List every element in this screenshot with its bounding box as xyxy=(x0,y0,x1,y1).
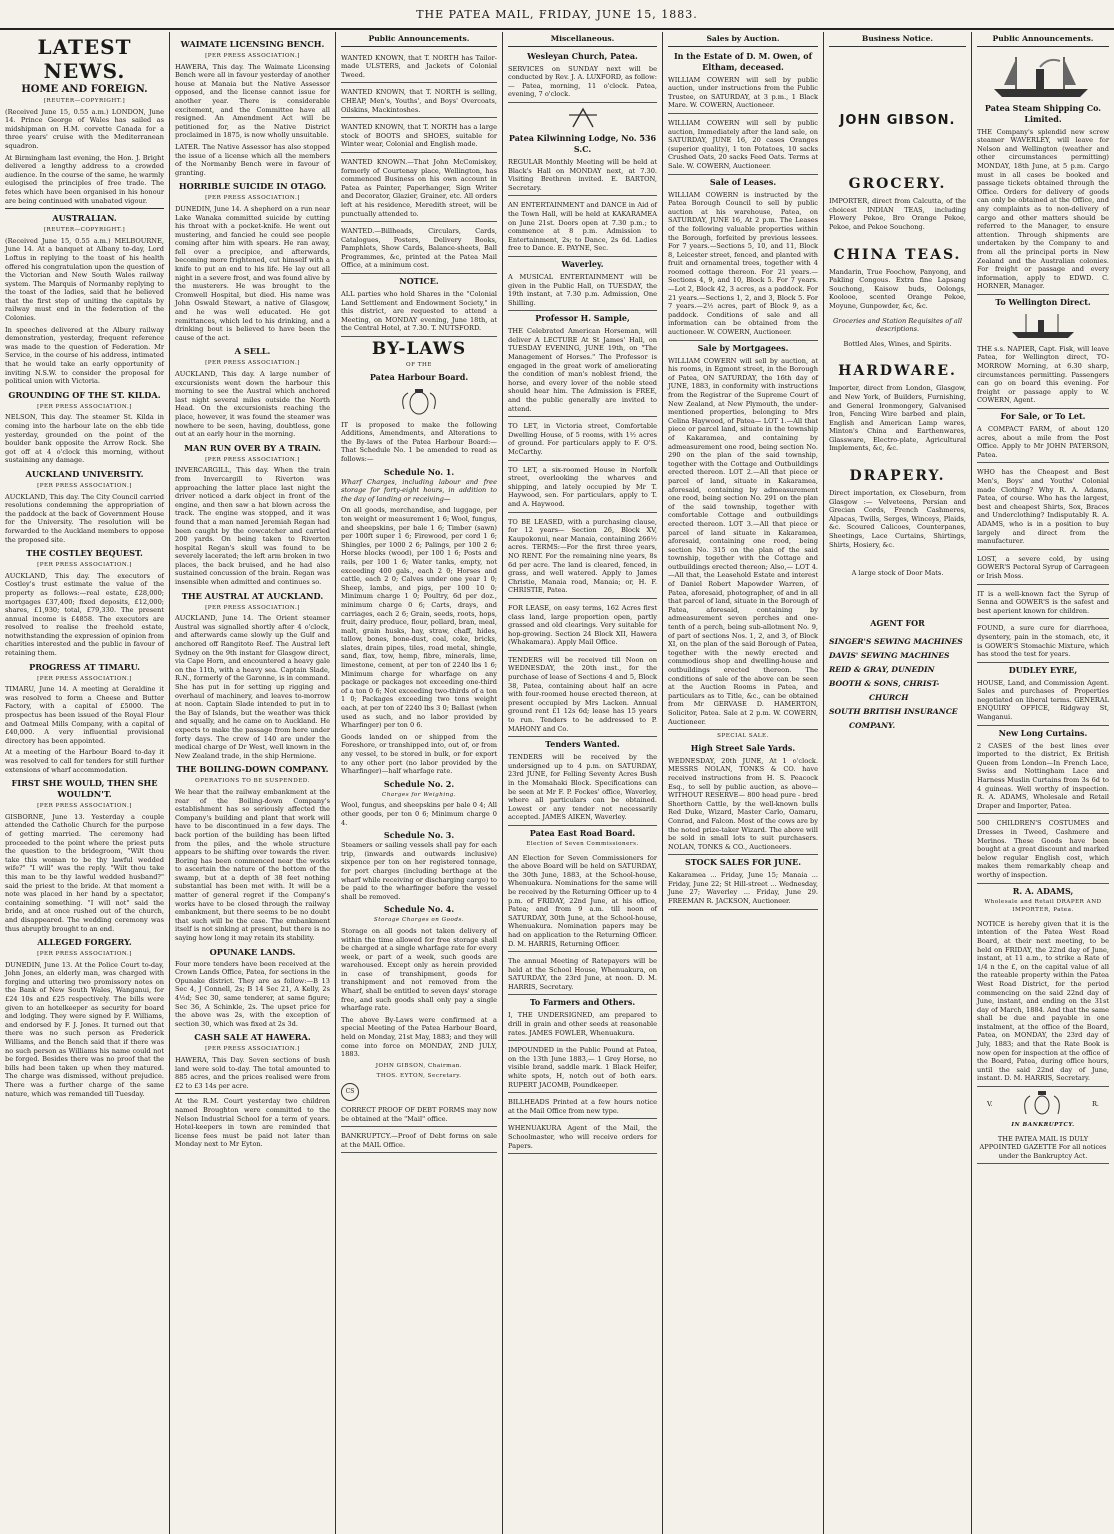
headline: FIRST SHE WOULD, THEN SHE WOULDN'T. xyxy=(11,778,158,800)
ad-heading: In the Estate of D. M. Owen, of Eltham, deceased. xyxy=(673,50,813,72)
column-heading: Business Notice. xyxy=(829,35,966,47)
schedule-rates: Wool, fungus, and sheepskins per bale 0 4; All other goods, per ton 0 6; Minimum charge 0 4. xyxy=(341,801,497,827)
signature: THOS. EYTON, Secretary. xyxy=(376,1073,462,1080)
advertisement: WANTED KNOWN.—That John McComiskey, formerly of Courtenay place, Wellington, has commenced Business on his own account in Patea as Painter, Paperhanger, Sign Writer and Decorator, Glazier, Grainer, etc. All orders left at his residence, Meredith street, will be punctually attended to. xyxy=(341,155,497,222)
advertisement: BANKRUPTCY.—Proof of Debt forms on sale at the MAIL Office. xyxy=(341,1129,497,1153)
agent-item: DAVIS' SEWING MACHINES xyxy=(829,650,950,660)
headline: THE BOILING-DOWN COMPANY. xyxy=(176,764,329,775)
agent-item: SINGER'S SEWING MACHINES xyxy=(829,636,963,646)
headline: AUSTRALIAN. xyxy=(52,213,117,224)
news-paragraph: HAWERA, This day. The Waimate Licensing Bench were all in favour yesterday of another house at Manaia but the Native Assessor opposed, and the license cannot issue for another year. There is considerable excitement, and the Committee have all resigned. An Amendment Act will be petitioned for, as the Native District proclaimed in 1875, is now wholly unsuitable. xyxy=(175,62,330,140)
department-heading: HARDWARE. xyxy=(838,363,957,380)
schedule-rates: On all goods, merchandise, and luggage, per ton weight or measurement 1 6; Wool, fungus, and sheepskins, per bale 1 6; Timber (sawn) per 100ft super 1 6; Firewood, per cord 1 6; Shingles, per 1000 2 6; Palings, per 100 2 6; Horse blocks (wood), per 100 1 6; Posts and rails, per 100 1 6; Water tanks, empty, not exceeding 400 gals., each 2 0; Horses and cattle, each 2 0; Calves under one year 1 0; Sheep, lambs, and pigs, per 100 10 0; Minimum charge 1 0; Poultry, 6d per doz., minimum charge 0 6; Carts, drays, and carriages, each 2 6; Grain, seeds, roots, hops, fruit, dairy produce, flour, pollard, bran, meal, malt, grain husks, hay, straw, chaff, hides, tallow, bones, bone-dust, coal, coke, bricks, slates, drain pipes, tiles, road metal, shingle, sand, flax, tow, hemp, fibre, minerals, lime, limestone, cement, at per ton of 2240 lbs 1 6; Minimum charge for wharfage on any package or packages not exceeding one-third of a ton 0 6; Not exceeding two-thirds of a ton 1 0; Packages exceeding two tons weight each, at per ton of 2240 lbs 3 0; Ballast (when used as such, and no labor provided by Wharfinger) per ton 0 6. xyxy=(341,506,497,730)
news-paragraph: HAWERA, This Day. Seven sections of bush land were sold to-day. The total amounted to 885 acres, and the prices realised were from £2 to £3 14s per acre. xyxy=(175,1055,330,1090)
schedule-heading: Schedule No. 2. xyxy=(383,778,455,789)
headline: AUCKLAND UNIVERSITY. xyxy=(25,468,144,479)
schedule-text: Steamers or sailing vessels shall pay for each trip, (inwards and outwards inclusive) sixpence per ton on her registered tonnage, for port charges (including berthage at the wharf while receiving or discharging cargo) to be paid to the wharfinger before the vessel shall be removed. xyxy=(341,841,497,901)
advertisement: AN ENTERTAINMENT and DANCE in Aid of the Town Hall, will be held at KAKARAMEA on June 21st. Doors open at 7.30 p.m.; to commence at 8 p.m. Admission to Entertainment, 2s; to Dance, 2s 6d. Ladies free to Dance. E. PAYNE, Sec. xyxy=(508,198,657,257)
column-business-notice xyxy=(824,32,972,1534)
notice-text: ALL parties who hold Shares in the "Colonial Land Settlement and Endowment Society," in this district, are requested to attend a Meeting, on MONDAY evening, June 18th, at the Central Hotel, at 7.30. T. NUTSFORD. xyxy=(341,287,497,337)
ad-heading: High Street Sale Yards. xyxy=(690,742,796,753)
advertisement: REGULAR Monthly Meeting will be held at Black's Hall on MONDAY next, at 7.30. Visiting Brethren invited. E. BARTON, Secretary. xyxy=(508,155,657,196)
ad-heading: Sale of Leases. xyxy=(709,176,777,187)
advertisement: WILLIAM COWERN will sell by public auction, Immediately after the land sale, on SATURDAY, JUNE 16, 20 cases Oranges (superior quality), 1 ton Potatoes, 10 sacks Crushed Oats, 20 sacks Feed Oats. Terms at Sale. W. COWERN, Auctioneer. xyxy=(668,116,818,175)
bylaws-intro: IT is proposed to make the following Additions, Amendments, and Alterations to the By-laws of the Patea Harbour Board:— That Schedule No. 1 be amended to read as follows:— xyxy=(341,420,497,463)
headline: HORRIBLE SUICIDE IN OTAGO. xyxy=(178,181,327,192)
press-credit: [PER PRESS ASSOCIATION.] xyxy=(37,562,132,569)
ad-heading: Tenders Wanted. xyxy=(545,739,620,750)
seal-icon: CS xyxy=(341,1083,359,1101)
advertisement: SERVICES on SUNDAY next will be conducted by Rev. J. A. LUXFORD, as follow:— Patea, morning, 11 o'clock. Patea, evening, 7 o'clock. xyxy=(508,62,657,103)
department-text: IMPORTER, direct from Calcutta, of the choicest INDIAN TEAS, including Flowery Pekoe, Bro Orange Pekoe, Pekoe, and Pekoe Souchong. xyxy=(829,197,966,231)
headline: OPUNAKE LANDS. xyxy=(209,946,296,957)
ad-heading: Patea Steam Shipping Co. Limited. xyxy=(984,102,1102,124)
press-credit: [PER PRESS ASSOCIATION.] xyxy=(37,403,132,410)
coat-of-arms-icon xyxy=(396,387,442,417)
bylaws-title: BY-LAWS xyxy=(371,339,467,360)
headline: PROGRESS AT TIMARU. xyxy=(29,661,140,672)
advertisement: WANTED KNOWN, that T. NORTH has Tailor-made ULSTERS, and Jackets of Colonial Tweed. xyxy=(341,51,497,84)
section-subtitle: HOME AND FOREIGN. xyxy=(21,84,148,95)
department-text: Importer, direct from London, Glasgow, and New York, of Builders, Furnishing, and General Ironmongery, Galvanised Iron, Fencing Wire barbed and plain, English and American Lamp wares, Minton's China and Earthenwares, Glassware, Electro-plate, Agricultural Implements, &c, &c. xyxy=(829,384,966,453)
reuter-credit: [REUTER—COPYRIGHT.] xyxy=(43,227,126,234)
column-public-announcements xyxy=(336,32,503,1534)
advertisement: Kakaramea ... Friday, June 15; Manaia ... Friday, June 22; St Hill-street ... Wednesday, June 27; Waverley ... Friday, June 29. FREEMAN R. JACKSON, Auctioneer. xyxy=(668,868,818,909)
advertisement: WILLIAM COWERN is instructed by the Patea Borough Council to sell by public auction at his warehouse, Patea, on SATURDAY, JUNE 16, At 2 p.m. The Leases of the following valuable properties within the Borough, forfeited by previous lessees. For 7 years.—Sections 5, 10, and 11, Block 8, Leicester street, fenced, and planted with fruit and ornamental trees, together with 4 roomed cottage thereon. For 21 years.—Sections 4, 9, and 10, Block 5. For 7 years.—Lot 2, Block 42, 3 acres, as a paddock. For 21 years.—Sections 1, 2, and 3, Block 5. For 7 years.—2½ acres, part of Block 9, as a paddock. Conditions of sale and all information can be obtained from the auctioneer. W. COWERN, Auctioneer. xyxy=(668,188,818,341)
newspaper-columns xyxy=(0,32,1114,1534)
column-heading: Public Announcements. xyxy=(977,35,1109,47)
ad-subheading: Wholesale and Retail DRAPER AND IMPORTER, Patea. xyxy=(984,898,1102,914)
press-credit: [PER PRESS ASSOCIATION.] xyxy=(205,53,300,59)
advertisement: BILLHEADS Printed at a few hours notice at the Mail Office from new type. xyxy=(508,1095,657,1119)
headline: THE COSTLEY BEQUEST. xyxy=(26,548,143,559)
schedule-text: Storage on all goods not taken delivery of within the time allowed for free storage shall be charged at a single wharfage rate for every week, or part of a week, such goods are warehoused. Except only as herein provided in case of transhipment, goods for transhipment and not removed from the Wharf, shall be entitled to seven days' storage free, and such goods shall only pay a single wharfage rate. xyxy=(341,926,497,1013)
advertisement: TO BE LEASED, with a purchasing clause, for 12 years— Section 26, Block XV, Kaupokonui, near Manaia, containing 266½ acres. TERMS:—For the first three years, NO RENT. For the remaining nine years, 8s 6d per acre. The land is cleared, fenced, in grass, and well watered. Apply to James Christie, Manaia road, Manaia; or, H. F. CHRISTIE, Patea. xyxy=(508,515,657,599)
advertisement: NOTICE is hereby given that it is the intention of the Patea West Road Board, at their next meeting, to be held on FRIDAY, the 22nd day of June, instant, at 11 a.m., to strike a Rate of 1/4 n the £, on the capital value of all the rateable property within the Patea West Road District, for the period commencing on the said 22nd day of June, instant, and ending on the 31st day of March, 1884. And that the same shall be due and payable in one instalment, at the office of the Board, Patea, on MONDAY, the 23rd day of July, 1883; and that the Rate Book is now open for inspection at the office of the Board, Patea, during office hours, until the said 22nd day of June, instant. D. M. HARRIS, Secretary. xyxy=(977,917,1109,1087)
advertisement: IMPOUNDED in the Public Pound at Patea, on the 13th June 1883,— 1 Grey Horse, no visible brand, saddle mark. 1 Black Heifer, white spots, H, notch out of both ears. RUPERT JACOMB, Poundkeeper. xyxy=(508,1043,657,1093)
department-heading: GROCERY. xyxy=(848,176,947,193)
news-paragraph: At Birmingham last evening, the Hon. J. Bright delivered a lengthy address to a crowded audience. In the course of the same, he warmly eulogised the principles of free trade. The fetes which have been organised in his honour are being continued with unabated vigour. xyxy=(5,153,164,205)
news-paragraph: AUCKLAND, This day. A large number of excursionists went down the harbour this morning to see the Austral which anchored last night several miles outside the North Head. On the excursionists reaching the place, however, it was found the steamer was nowhere to be seen, having, doubtless, gone out at an early hour in the morning. xyxy=(175,370,330,439)
advertisement: WANTED KNOWN, that T. NORTH has a large stock of BOOTS and SHOES, suitable for Winter wear, Colonial and English made. xyxy=(341,120,497,153)
headline: CASH SALE AT HAWERA. xyxy=(194,1032,311,1043)
schedule-subtitle: Wharf Charges, including labour and free storage for forty-eight hours, in addition to the day of landing or receiving— xyxy=(341,477,497,503)
subheadline: OPERATIONS TO BE SUSPENDED. xyxy=(195,778,310,785)
masonic-emblem-icon xyxy=(563,107,603,129)
schedule-subtitle: Storage Charges on Goods. xyxy=(373,917,465,924)
agent-heading: AGENT FOR xyxy=(870,617,925,628)
advertisement: THE s.s. NAPIER, Capt. Fisk, will leave Patea, for Wellington direct, TO-MORROW Morning, at 6.30 sharp, circumstances permitting. Passengers can go on board this evening. For freight or passage apply to W. COWERN, Agent. xyxy=(977,342,1109,409)
advertisement: HOUSE, Land, and Commission Agent. Sales and purchases of Properties negotiated on liberal terms. GENERAL ENQUIRY OFFICE, Ridgway St, Wanganui. xyxy=(977,676,1109,726)
ad-heading: New Long Curtains. xyxy=(998,727,1088,738)
press-credit: [PER PRESS ASSOCIATION.] xyxy=(205,456,300,463)
ad-heading: Wesleyan Church, Patea. xyxy=(527,50,638,61)
ad-subheading: IN BANKRUPTCY. xyxy=(1011,1122,1075,1129)
ad-heading: DUDLEY EYRE, xyxy=(1008,664,1078,675)
schedule-heading: Schedule No. 3. xyxy=(383,830,455,841)
news-paragraph: (Received June 15, 0.55 a.m.) MELBOURNE, June 14. At a banquet at Albany to-day, Lord Loftus in replying to the toast of his health offered his congratulation upon the question of the Victorian and New South Wales railway system. The Marquis of Normanby replying to the toast of the ladies, said that he believed that the first step of uniting the capitals by railway must end in the federation of the Colonies. xyxy=(5,236,164,323)
news-paragraph: TIMARU, June 14. A meeting at Geraldine it was resolved to form a Cheese and Butter Factory, with a capital of £5000. The prospectus has been issued of the Royal Flour and Oatmeal Mills Company, with a capital of £40,000. A very influential provisional directory has been appointed. xyxy=(5,685,164,745)
column-latest-news xyxy=(0,32,170,1534)
advertisement: I, THE UNDERSIGNED, am prepared to drill in grain and other seeds at reasonable rates. JAMES FOWLER, Whenuakura. xyxy=(508,1008,657,1041)
advertisement: 2 CASES of the best lines ever imported to the district, Ex British Queen from London—In French Lace, Swiss and Nottingham Lace and Harness Muslin Curtains from 3s 6d to 4 guineas. Well worthy of inspection. R. A. ADAMS, Wholesale and Retail Draper and Importer, Patea. xyxy=(977,739,1109,815)
steamer-icon xyxy=(1008,310,1078,340)
department-text: Direct importation, ex Closeburn, from Glasgow :— Velveteens, Persian and Grecian Cords, French Cashmeres, Alpacas, Twills, Serges, Winceys, Plaids, &c. Scoured Calicoes, Counterpanes, Sheetings, Lace Curtains, Shirtings, Shirts, Hosiery, &c. xyxy=(829,489,966,549)
press-credit: [PER PRESS ASSOCIATION.] xyxy=(205,195,300,202)
divider xyxy=(5,208,164,209)
advertisement: WANTED.—Billheads, Circulars, Cards, Catalogues, Posters, Delivery Books, Pamphlets, Show Cards, Balance-sheets, Ball Programmes, &c, printed at the Patea Mail Office, at a minimum cost. xyxy=(341,224,497,274)
news-paragraph: INVERCARGILL, This day. When the train from Invercargill to Riverton was approaching the latter place last night the driver noticed a dark object in front of the engine, and then saw a hat blown across the track. The engine was stopped, and it was found that a man named Jeremiah Regan had been caught by the cowcatcher and carried 200 yards. On being taken to Riverton hospital Regan's skull was found to be severely lacerated; the left arm broken in two places, the back bruised, and he had also sustained concussion of the brain. Regan was insensible when admitted and continues so. xyxy=(175,466,330,587)
advertisement: A COMPACT FARM, of about 120 acres, about a mile from the Post Office. Apply to Mr JOHN PATERSON, Patea. xyxy=(977,422,1109,463)
news-paragraph: DUNEDIN, June 14. A shepherd on a run near Lake Wanaka committed suicide by cutting his throat with a pocket-knife. He went out mustering, and fancied he could see people coming after him with spears. He ran away, fell over a precipice, and afterwards, becoming more frightened, cut himself with a knife to put an end to his life. He lay out all night in a severe frost, and was found alive by the musterers. He was brought to the Cromwell Hospital, but died. His name was John Oswald Stewart, a native of Glasgow, and he was well educated. He got remittances, which led to his drinking, and a drinking bout is believed to have been the cause of the act. xyxy=(175,204,330,342)
news-paragraph: AUCKLAND, June 14. The Orient steamer Austral was signalled shortly after 4 o'clock, and afterwards came slowly up the Gulf and anchored off Rangitoto Reef. The Austral left Sydney on the 9th instant for Glasgow direct, via Cape Horn, and encountered a heavy gale on the 11th, with a heavy sea. Captain Slade, R.N., formerly of the Garonne, is in command. She has put in for setting up rigging and overhaul of machinery, and leaves to-morrow at noon. Captain Slade intended to put in to the Bay of Islands, but the weather was thick and squally, and he came on to Auckland. He expects to make the passage from here under forty days. The crew of 140 are under the medical charge of Dr West, well known in the New Zealand trade, in the ship Hermione. xyxy=(175,614,330,760)
agent-item: COMPANY. xyxy=(849,720,896,730)
ad-heading: Professor H. Sample, xyxy=(535,313,630,324)
press-credit: [PER PRESS ASSOCIATION.] xyxy=(37,675,132,682)
advertisement: 500 CHILDREN'S COSTUMES and Dresses in Tweed, Cashmere and Merinos. These Goods have been bought at a great discount and marked below regular English cost, which makes them remarkably cheap and worthy of inspection. xyxy=(977,816,1109,883)
merchant-name: JOHN GIBSON. xyxy=(839,112,956,128)
royal-arms-icon xyxy=(1020,1090,1064,1118)
advertisement: THE PATEA MAIL IS DULY APPOINTED GAZETTE For all notices under the Bankruptcy Act. xyxy=(977,1132,1109,1165)
ad-heading: Waverley. xyxy=(561,258,604,269)
advertisement: FOUND, a sure cure for diarrhoea, dysentery, pain in the stomach, etc, it is GOWER'S Stomachic Mixture, which has stood the test for years. xyxy=(977,621,1109,662)
press-credit: [PER PRESS ASSOCIATION.] xyxy=(205,360,300,367)
ad-heading: For Sale, or To Let. xyxy=(1000,411,1086,422)
department-note: Bottled Ales, Wines, and Spirits. xyxy=(843,339,952,348)
press-credit: [PER PRESS ASSOCIATION.] xyxy=(205,1046,300,1053)
news-paragraph: AUCKLAND, This day. The City Council carried resolutions condemning the appropriation of the paddock at the back of Government House for the University. The resolution will be forwarded to the Auckland members to oppose the proposed site. xyxy=(5,492,164,544)
signature: JOHN GIBSON, Chairman. xyxy=(375,1062,463,1069)
bylaws-of: OF THE xyxy=(406,362,432,369)
news-paragraph: In speeches delivered at the Albury railway demonstration, yesterday, frequent reference was made to the question of Federation. Mr Service, in the course of his address, intimated that he would take an early opportunity of inviting N.S.W. to consider the proposal for political union with Victoria. xyxy=(5,325,164,386)
ad-heading: R. A. ADAMS, xyxy=(1012,885,1074,896)
advertisement: WANTED KNOWN, that T. NORTH is selling, CHEAP, Men's, Youths', and Boys' Overcoats, Oilskins, Mackintoshes. xyxy=(341,85,497,118)
column-heading: Miscellaneous. xyxy=(508,35,657,47)
news-paragraph: LATER. The Native Assessor has also stopped the issue of a license which all the members of the Normanby Bench were in favour of granting. xyxy=(175,142,330,177)
advertisement: THE Company's splendid new screw steamer WAVERLEY, will leave for Nelson and Wellington (weather and other circumstances permitting) MONDAY, 18th June, at 5 p.m. Cargo must in all cases be booked and passage tickets obtained through the Office. Orders for delivery of goods can only be obtained at the Office, and any complaints as to non-delivery of cargo and other matters should be referred to the Manager, to ensure attention. Through shipments are undertaken by the Company to and from all the principal ports in New Zealand and the Australian colonies. For freight or passage and every information, apply to EDWD. C. HORNER, Manager. xyxy=(977,125,1109,295)
advertisement: TO LET, a six-roomed House in Norfolk street, overlooking the wharves and shipping, and lately occupied by Mr T. Haywood, sen. For particulars, apply to T. and A. Haywood. xyxy=(508,463,657,513)
department-heading: CHINA TEAS. xyxy=(833,246,962,263)
department-text: Mandarin, True Foochow, Panyong, and Pakling Congous. Extra fine Lapsang Souchong, Kaisow buds, Oolongs, Koolooe, scented Orange Pekoe, Moyune, Gunpowder, &c, &c. xyxy=(829,267,966,310)
agent-item: SOUTH BRITISH INSURANCE xyxy=(829,706,958,716)
advertisement: WHENUAKURA Agent of the Mail, the Schoolmaster, who will receive orders for Papers. xyxy=(508,1121,657,1154)
schedule-subtitle: Charges for Weighing. xyxy=(381,791,457,798)
column-public-announcements-2 xyxy=(972,32,1114,1534)
news-paragraph: At a meeting of the Harbour Board to-day it was resolved to call for tenders for still further extensions of wharf accommodation. xyxy=(5,748,164,774)
schedule-heading: Schedule No. 1. xyxy=(383,466,455,477)
news-paragraph: GISBORNE, June 13. Yesterday a couple attended the Catholic Church for the purpose of getting married. The ceremony had proceeded to the point where the priest puts the question to the bridegroom, "Wilt thou take this woman to be thy lawful wedded wife?" "I will" was the reply. "Wilt thou take this man to be thy lawful wedded husband?" said the priest to the bride. At that moment a note was placed in her hand by a spectator, containing something. "I will not" said the bride, and at once rushed out of the church, and disappeared. The wedding ceremony was thus abruptly brought to an end. xyxy=(5,812,164,933)
ad-heading: Patea Kilwinning Lodge, No. 536 S.C. xyxy=(508,132,657,154)
advertisement: TENDERS will be received till Noon on WEDNESDAY, the 20th inst., for the purchase of lease of Sections 4 and 5, Block 38, Patea, containing about half an acre with four-roomed house erected thereon, at present occupied by Mrs Lacken. Annual ground rent £1 12s 6d; lease has 15 years to run. Tenders to be addressed to P. MAHONY and Co. xyxy=(508,653,657,737)
headline: ALLEGED FORGERY. xyxy=(37,937,132,948)
crest-letter-v: V. xyxy=(987,1099,993,1108)
column-heading: Public Announcements. xyxy=(341,35,497,47)
advertisement: LOST, a severe cold, by using GOWER'S Pectoral Syrup of Carrageen or Irish Moss. xyxy=(977,552,1109,585)
steamship-icon xyxy=(988,51,1098,101)
royal-crest xyxy=(987,1090,1099,1118)
advertisement: TO LET, in Victoria street, Comfortable Dwelling House, of 5 rooms, with 1½ acres of ground. For particulars apply to F. O'S. McCarthy. xyxy=(508,419,657,460)
headline: A SELL. xyxy=(234,346,271,357)
ad-heading: STOCK SALES FOR JUNE. xyxy=(684,857,802,868)
masthead: THE PATEA MAIL, FRIDAY, JUNE 15, 1883. xyxy=(0,0,1114,30)
press-credit: [PER PRESS ASSOCIATION.] xyxy=(37,803,132,810)
agent-item: CHURCH xyxy=(869,692,909,702)
advertisement: AN Election for Seven Commissioners for the above Board will be held on SATURDAY, the 30th June, 1883, at the School-house, Whenuakura. Nominations for the same will be received by the Returning Officer up to 4 p.m. of FRIDAY, 22nd June, at his office, Patea; and from 9 a.m. till noon of SATURDAY, 30th June, at the School-house, Whenuakura. Nomination papers may be had on application to the Returning Officer. D. M. HARRIS, Returning Officer. xyxy=(508,851,657,953)
ad-subheading: SPECIAL SALE. xyxy=(717,733,769,740)
department-note: A large stock of Door Mats. xyxy=(851,569,944,578)
news-paragraph: (Received June 15, 0.55 a.m.) LONDON, June 14. Prince George of Wales has sailed as midshipman on H.M. corvette Canada for a three years' cruise with the Mediterranean squadron. xyxy=(5,107,164,150)
advertisement: TENDERS will be received by the undersigned up to 4 p.m. on SATURDAY, 23rd JUNE, for Felling Seventy Acres Bush in the Momahaki Block. Specifications can be seen at Mr F. P. Fockes' office, Waverley, where all particulars can be obtained. Lowest or any tender not necessarily accepted. JAMES AIKEN, Waverley. xyxy=(508,750,657,826)
news-paragraph: At the R.M. Court yesterday two children named Broughton were committed to the Nelson Industrial School for a term of years. Hotel-keepers in town are reminded that license fees must be paid not later than Monday next to Mr Eyton. xyxy=(175,1097,330,1149)
agent-item: REID & GRAY, DUNEDIN xyxy=(829,664,935,674)
news-paragraph: AUCKLAND, This day. The executors of Costley's trust estimate the value of the property as follows:—real estate, £28,000; mortgages £37,400; fixed deposits, £12,000; shares, £1,930; total, £79,330. The present annual income is £4858. The executors are resolved to realise the freehold estate, notwithstanding the expression of opinion from charities interested and the public in favour of retaining them. xyxy=(5,571,164,658)
section-title: LATEST NEWS. xyxy=(37,35,132,83)
news-paragraph: NELSON, This day. The steamer St. Kilda in coming into the harbour late on the ebb tide yesterday, grounded on the point of the boulder bank opposite the Arrow Rock. She got off at 4 o'clock this morning, without sustaining any damage. xyxy=(5,413,164,465)
news-paragraph: Four more tenders have been received at the Crown Lands Office, Patea, for sections in the Opunake district. They are as follow:—B 13 Sec 4, J Connell, 2s; B 14 Sec 21, A Kelly, 2s 4½d; Sec 30, same tenderer, at same figure; Sec 36, A Schinkle, 2s. The upset price for the above was 2s, with the exception of section 30, which was fixed at 2s 3d. xyxy=(175,959,330,1028)
agent-item: BOOTH & SONS, CHRIST- xyxy=(829,678,940,688)
notice-heading: NOTICE. xyxy=(399,276,439,287)
headline: GROUNDING OF THE ST. KILDA. xyxy=(8,389,161,400)
ad-heading: To Wellington Direct. xyxy=(995,296,1091,307)
advertisement: WILLIAM COWERN will sell by public auction, under instructions from the Public Trustee, on SATURDAY, at 3 p.m., 1 Black Mare. W. COWERN, Auctioneer. xyxy=(668,73,818,114)
headline: THE AUSTRAL AT AUCKLAND. xyxy=(181,590,324,601)
press-credit: [PER PRESS ASSOCIATION.] xyxy=(37,951,132,958)
ad-heading: To Farmers and Others. xyxy=(529,997,636,1008)
advertisement: WILLIAM COWERN will sell by auction, at his rooms, in Egmont street, in the Borough of Patea, ON SATURDAY, the 16th day of JUNE, 1883, in conformity with instructions from the Registrar of the Supreme Court of New Zealand, at New Plymouth, the under-mentioned properties, belonging to Mrs Celina Haywood, of Patea— LOT 1.—All that piece or parcel land, situate in the township of Kakaramea, and containing by admeasurement one rood, being section No. 290 on the plan of the said township, together with the Cottage and Outbuildings erected thereon. LOT 2.—All that piece or parcel of land, situate in Kakaramea, aforesaid, containing by admeasurement one rood, being section No. 291 on the plan of the said township, together with comfortable Cottage and outbuildings erected thereon. LOT 3.—All that piece or parcel of land situate in Kakaramea, aforesaid, containing one rood, being section No. 315 on the plan of the said township, together with the Cottage and outbuildings erected thereon; Also,— LOT 4.—All that, the Leasehold Estate and interest of Daniel Robert Mapowder Warren, of Patea, aforesaid, photographer, of and in all that parcel of land, situate in the Borough of Patea, aforesaid, containing by admeasurement seven perches and one-tenth of a perch, being sub-allotment No. 9, of part of sections Nos. 1, 2, and 3, of Block XI, on the plan of the said Borough of Patea, together with the newly erected and commodious shop and dwelling-house and outbuildings erected thereon. The conditions of sale of the above can be seen at the Auction Rooms in Patea, and particulars as to Title, &c., can be obtained from Mr GERVASE D. HAMERTON, Solicitor, Patea. Sale at 2 p.m. W. COWERN, Auctioneer. xyxy=(668,354,818,731)
press-credit: [PER PRESS ASSOCIATION.] xyxy=(205,604,300,611)
news-paragraph: We hear that the railway embankment at the rear of the Boiling-down Company's establishment has so seriously affected the Company's building and plant that work will have to be discontinued in a few days. The back portion of the building has been lifted from the piles, and the whole structure appears to be shifting over towards the river. Boring has been commenced near the works to ascertain the nature of the bottom of the swamp, but at a depth of 38 feet nothing substantial has been met with. It will be a matter of general regret if the Company's works have to be closed through the railway embankment, but there seems to be no doubt that such will be the case. The embankment itself is not sinking at present, but there is no saying how long it may retain its stability. xyxy=(175,787,330,943)
column-news-2 xyxy=(170,32,336,1534)
news-paragraph: DUNEDIN, June 13. At the Police Court to-day, John Jones, an elderly man, was charged with forging and uttering two promissory notes on the Bank of New South Wales, Wanganui, for £24 10s and £25 respectively. The bills were given to an hotelkeeper as security for board and lodging. They were signed by F. Williams, and endorsed by F. J. Jones. It turned out that there was no such person as Frederick Williams, and the Bench said that if there was no such person as Williams his name could not be forged. Besides there was no proof that the bills had been taken up when they matured. The charge was dismissed, without prejudice. There was a further charge of the same nature, which was remanded till Tuesday. xyxy=(5,960,164,1098)
advertisement: FOR LEASE, on easy terms, 162 Acres first class land, large proportion open, partly grassed and old clearings. Very suitable for hop-growing. Section 24 Block XII, Hawera (Whakamara). Apply Mail Office. xyxy=(508,601,657,651)
department-heading: DRAPERY. xyxy=(849,468,946,485)
ad-heading: Sale by Mortgagees. xyxy=(697,342,789,353)
ad-heading: Patea East Road Board. xyxy=(529,827,636,838)
department-note: Groceries and Station Requisites of all descriptions. xyxy=(833,316,962,334)
press-credit: [PER PRESS ASSOCIATION.] xyxy=(37,482,132,489)
schedule-heading: Schedule No. 4. xyxy=(383,904,455,915)
advertisement: WHO has the Cheapest and Best Men's, Boys' and Youths' Colonial made Clothing? Why R. A. Adams, Patea, of course. Who has the largest, best and cheapest Shirts, Sox, Braces and Underclothing? Indisputably R. A. ADAMS, who is in a position to buy largely and direct from the manufacturer. xyxy=(977,465,1109,549)
column-miscellaneous xyxy=(503,32,663,1534)
ad-subheading: Election of Seven Commissioners. xyxy=(526,840,639,847)
advertisement: IT is a well-known fact the Syrup of Senna and GOWER'S is the safest and best aperient known for children. xyxy=(977,587,1109,620)
headline: WAIMATE LICENSING BENCH. xyxy=(180,39,325,49)
column-sales-by-auction xyxy=(663,32,824,1534)
column-heading: Sales by Auction. xyxy=(668,35,818,47)
advertisement: THE Celebrated American Horseman, will deliver A LECTURE At St James' Hall, on TUESDAY EVENING, JUNE 19th, on "The Management of Horses." The Professor is engaged in the great work of ameliorating the condition of man's noblest friend, the horse, and every lover of the noble steed should hear him. The Admission is FREE, and the public generally are invited to attend. xyxy=(508,324,657,417)
reuter-credit: [REUTER—COPYRIGHT.] xyxy=(43,98,126,104)
agent-list xyxy=(829,635,966,733)
headline: MAN RUN OVER BY A TRAIN. xyxy=(184,442,321,453)
advertisement: A MUSICAL ENTERTAINMENT will be given in the Public Hall, on TUESDAY, the 19th instant, at 7.30 p.m. Admission, One Shilling. xyxy=(508,270,657,311)
advertisement: CORRECT PROOF OF DEBT FORMS may now be obtained at the "Mail" office. xyxy=(341,1103,497,1127)
divider xyxy=(175,1093,330,1094)
bylaws-close: The above By-Laws were confirmed at a special Meeting of the Patea Harbour Board, held on Monday, 21st May, 1883; and they will come into force on MONDAY, 2ND JULY, 1883. xyxy=(341,1015,497,1059)
crest-letter-r: R. xyxy=(1091,1099,1099,1108)
schedule-rates: Goods landed on or shipped from the Foreshore, or transhipped into, out of, or from any vessel, to be stored in bulk, or for export to any other port (no labor provided by the Wharfinger)—half wharfage rate. xyxy=(341,732,497,776)
advertisement: WEDNESDAY, 20th JUNE, At 1 o'clock. MESSRS NOLAN, TONKS & CO. have received instructions from H. S. Peacock Esq., to sell by public auction, as above—WITHOUT RESERVE— 800 head pure - bred Shorthorn Cattle, by the well-known bulls Red Duke, Wizard, Master Carlo, Oamaru, Conrad, and Falcon. Most of the cows are by the noted prize-taker Wizard. The above will be sold in small lots to suit purchasers. NOLAN, TONKS & CO., Auctioneers. xyxy=(668,754,818,856)
bylaws-board: Patea Harbour Board. xyxy=(369,371,469,382)
advertisement: The annual Meeting of Ratepayers will be held at the School House, Whenuakura, on SATURDAY, the 23rd June, at noon. D. M. HARRIS, Secretary. xyxy=(508,954,657,995)
